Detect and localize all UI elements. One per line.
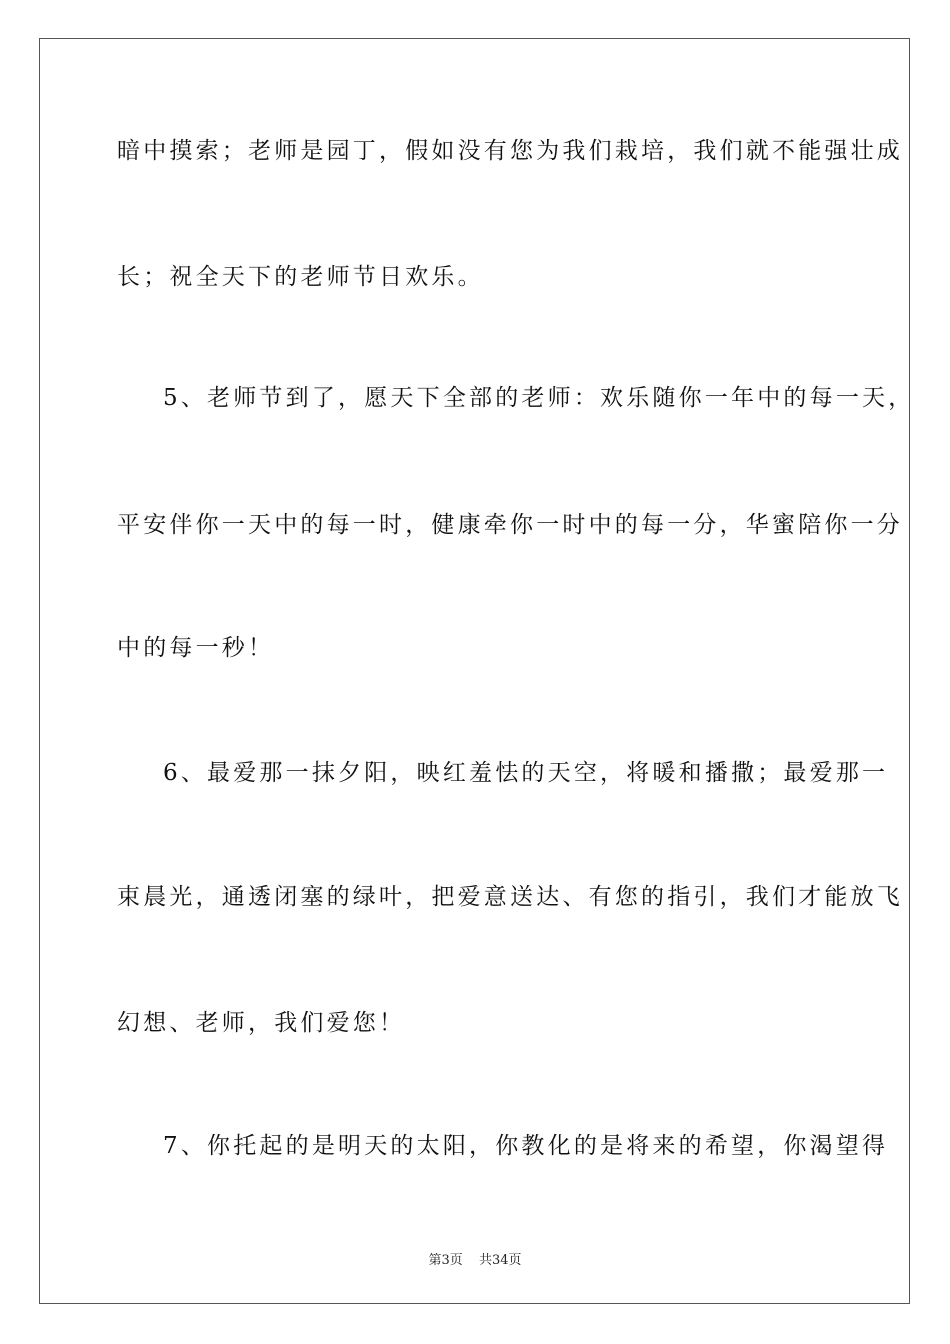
- total-pages: 共34页: [478, 1253, 522, 1268]
- text-line: 长；祝全天下的老师节日欢乐。: [117, 264, 484, 290]
- text-line: 平安伴你一天中的每一时，健康牵你一时中的每一分，华蜜陪你一分: [117, 512, 903, 538]
- paragraph-5-start: 5、老师节到了，愿天下全部的老师：欢乐随你一年中的每一天，: [163, 385, 915, 411]
- text-line: 幻想、老师，我们爱您！: [117, 1010, 406, 1036]
- page-footer: [0, 1249, 950, 1268]
- text-line: 束晨光，通透闭塞的绿叶，把爱意送达、有您的指引，我们才能放飞: [117, 884, 903, 910]
- page-number: 第3页: [428, 1253, 463, 1268]
- text-line: 暗中摸索；老师是园丁，假如没有您为我们栽培，我们就不能强壮成: [117, 138, 903, 164]
- paragraph-7-start: 7、你托起的是明天的太阳，你教化的是将来的希望，你渴望得: [163, 1133, 889, 1159]
- page-frame: [39, 38, 910, 1304]
- paragraph-6-start: 6、最爱那一抹夕阳，映红羞怯的天空，将暖和播撒；最爱那一: [163, 760, 889, 786]
- text-line: 中的每一秒！: [117, 635, 275, 661]
